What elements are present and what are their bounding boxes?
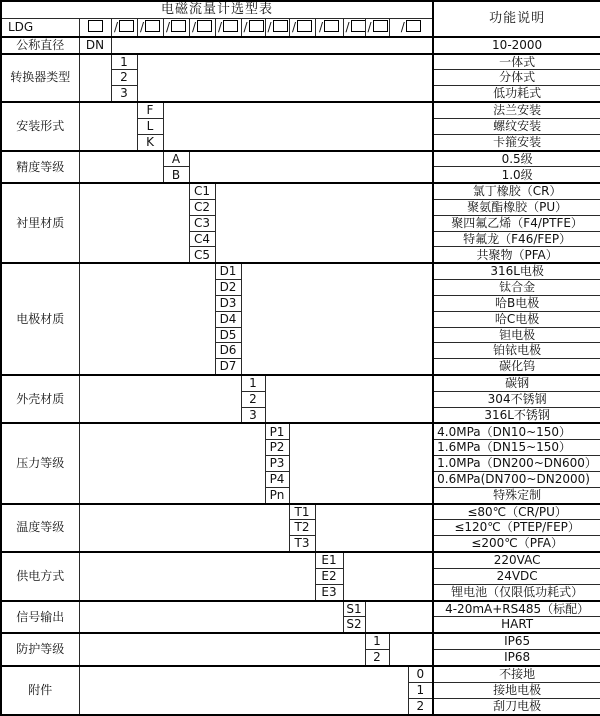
code-cell: K <box>137 134 163 150</box>
category-label: 信号输出 <box>1 601 79 634</box>
code-cell: D2 <box>215 280 241 296</box>
code-box-cell: / <box>241 19 265 37</box>
code-box-icon <box>223 20 238 32</box>
code-box-icon <box>324 20 339 32</box>
code-cell: 2 <box>408 698 433 715</box>
empty-cell <box>79 183 189 263</box>
desc-cell: 不接地 <box>433 666 600 682</box>
empty-cell <box>79 504 289 553</box>
code-cell: D3 <box>215 295 241 311</box>
code-box-cell: / <box>315 19 343 37</box>
desc-cell: 0.5级 <box>433 151 600 167</box>
desc-cell: 316L不锈钢 <box>433 407 600 423</box>
desc-cell: 螺纹安装 <box>433 118 600 134</box>
code-cell: A <box>163 151 189 167</box>
desc-cell: 1.6MPa（DN15~150） <box>433 440 600 456</box>
desc-cell: 4-20mA+RS485（标配） <box>433 601 600 617</box>
desc-cell: 特氟龙（F46/FEP） <box>433 231 600 247</box>
desc-cell: 220VAC <box>433 552 600 568</box>
code-cell: 1 <box>241 375 265 391</box>
code-box-cell: / <box>365 19 389 37</box>
code-box-cell: / <box>189 19 215 37</box>
desc-cell: 0.6MPa(DN700~DN2000) <box>433 471 600 487</box>
empty-cell <box>79 151 163 184</box>
category-label: 附件 <box>1 666 79 715</box>
code-cell: Pn <box>265 487 289 503</box>
code-box-cell: / <box>163 19 189 37</box>
code-box-cell: / <box>111 19 137 37</box>
code-box-cell <box>79 19 111 37</box>
code-cell: D1 <box>215 263 241 279</box>
desc-cell: ≤80℃（CR/PU） <box>433 504 600 520</box>
desc-cell: 卡箍安装 <box>433 134 600 150</box>
code-cell: D5 <box>215 327 241 343</box>
empty-cell <box>137 54 433 103</box>
category-label: 精度等级 <box>1 151 79 184</box>
code-cell: 2 <box>241 391 265 407</box>
code-cell: D7 <box>215 359 241 375</box>
desc-cell: 碳化钨 <box>433 359 600 375</box>
empty-cell <box>111 37 433 54</box>
code-box-icon <box>373 20 388 32</box>
empty-cell <box>79 633 365 666</box>
category-label: 压力等级 <box>1 423 79 503</box>
code-cell: E3 <box>315 584 343 600</box>
empty-cell <box>215 183 433 263</box>
code-cell: S2 <box>343 617 365 633</box>
category-label: 公称直径 <box>1 37 79 54</box>
code-cell: P3 <box>265 456 289 472</box>
desc-cell: 304不锈钢 <box>433 391 600 407</box>
category-label: 安装形式 <box>1 102 79 151</box>
code-cell: T3 <box>289 536 315 552</box>
empty-cell <box>365 601 433 634</box>
desc-cell: HART <box>433 617 600 633</box>
code-box-icon <box>351 20 365 32</box>
table-title: 电磁流量计选型表 <box>1 1 433 19</box>
code-box-icon <box>145 20 160 32</box>
empty-cell <box>79 375 241 424</box>
desc-cell: 24VDC <box>433 568 600 584</box>
code-cell: T2 <box>289 520 315 536</box>
empty-cell <box>79 263 215 375</box>
code-box-cell: / <box>215 19 241 37</box>
empty-cell <box>265 375 433 424</box>
category-label: 供电方式 <box>1 552 79 601</box>
empty-cell <box>79 423 265 503</box>
empty-cell <box>79 666 408 715</box>
code-cell: S1 <box>343 601 365 617</box>
code-cell: P4 <box>265 471 289 487</box>
code-cell: C5 <box>189 247 215 263</box>
code-box-icon <box>88 20 103 32</box>
code-box-icon <box>249 20 264 32</box>
desc-cell: 10-2000 <box>433 37 600 54</box>
code-cell: 2 <box>111 70 137 86</box>
code-box-icon <box>119 20 134 32</box>
code-cell: C1 <box>189 183 215 199</box>
code-cell: F <box>137 102 163 118</box>
code-cell: T1 <box>289 504 315 520</box>
code-cell: 1 <box>408 682 433 698</box>
code-cell: 1 <box>365 633 389 649</box>
empty-cell <box>343 552 433 601</box>
empty-cell <box>79 601 343 634</box>
desc-cell: 特殊定制 <box>433 487 600 503</box>
code-cell: 0 <box>408 666 433 682</box>
code-cell: C2 <box>189 200 215 216</box>
empty-cell <box>79 552 315 601</box>
code-box-cell: / <box>289 19 315 37</box>
code-cell: 3 <box>241 407 265 423</box>
code-cell: 2 <box>365 650 389 666</box>
category-label: 温度等级 <box>1 504 79 553</box>
code-box-icon <box>273 20 288 32</box>
empty-cell <box>163 102 433 151</box>
empty-cell <box>241 263 433 375</box>
code-box-icon <box>171 20 186 32</box>
category-label: 转换器类型 <box>1 54 79 103</box>
desc-cell: ≤120℃（PTEP/FEP） <box>433 520 600 536</box>
desc-cell: 锂电池（仅限低功耗式） <box>433 584 600 600</box>
code-cell: E2 <box>315 568 343 584</box>
code-cell: P1 <box>265 423 289 439</box>
code-cell: C3 <box>189 215 215 231</box>
model-prefix: LDG <box>1 19 79 37</box>
category-label: 外壳材质 <box>1 375 79 424</box>
code-cell: B <box>163 167 189 183</box>
category-label: 电极材质 <box>1 263 79 375</box>
code-box-cell: / <box>137 19 163 37</box>
desc-cell: 哈C电极 <box>433 311 600 327</box>
desc-cell: 低功耗式 <box>433 86 600 102</box>
desc-cell: 氯丁橡胶（CR） <box>433 183 600 199</box>
desc-cell: 分体式 <box>433 70 600 86</box>
desc-cell: 1.0级 <box>433 167 600 183</box>
code-cell: L <box>137 118 163 134</box>
desc-cell: 共聚物（PFA） <box>433 247 600 263</box>
desc-cell: 接地电极 <box>433 682 600 698</box>
category-label: 衬里材质 <box>1 183 79 263</box>
empty-cell <box>289 423 433 503</box>
desc-cell: 4.0MPa（DN10~150） <box>433 423 600 439</box>
code-box-icon <box>406 20 421 32</box>
desc-cell: 聚氨酯橡胶（PU） <box>433 200 600 216</box>
desc-cell: 聚四氟乙烯（F4/PTFE） <box>433 215 600 231</box>
empty-cell <box>189 151 433 184</box>
desc-cell: 一体式 <box>433 54 600 70</box>
desc-cell: 碳钢 <box>433 375 600 391</box>
desc-cell: 铂铱电极 <box>433 343 600 359</box>
empty-cell <box>315 504 433 553</box>
code-cell: 3 <box>111 86 137 102</box>
code-cell: 1 <box>111 54 137 70</box>
code-cell: P2 <box>265 440 289 456</box>
code-box-cell: / <box>389 19 433 37</box>
desc-cell: 钛合金 <box>433 280 600 296</box>
code-cell: D4 <box>215 311 241 327</box>
code-box-icon <box>197 20 212 32</box>
desc-cell: 哈B电极 <box>433 295 600 311</box>
desc-cell: 法兰安装 <box>433 102 600 118</box>
code-cell: E1 <box>315 552 343 568</box>
code-cell: C4 <box>189 231 215 247</box>
code-box-icon <box>297 20 312 32</box>
desc-cell: IP68 <box>433 650 600 666</box>
code-cell: D6 <box>215 343 241 359</box>
empty-cell <box>389 633 433 666</box>
empty-cell <box>79 54 111 103</box>
desc-cell: ≤200℃（PFA） <box>433 536 600 552</box>
desc-cell: 316L电极 <box>433 263 600 279</box>
desc-cell: 钽电极 <box>433 327 600 343</box>
desc-cell: IP65 <box>433 633 600 649</box>
desc-cell: 1.0MPa（DN200~DN600） <box>433 456 600 472</box>
code-box-cell: / <box>265 19 289 37</box>
function-column-header: 功能说明 <box>433 1 600 37</box>
empty-cell <box>79 102 137 151</box>
desc-cell: 刮刀电极 <box>433 698 600 715</box>
code-cell: DN <box>79 37 111 54</box>
category-label: 防护等级 <box>1 633 79 666</box>
code-box-cell: / <box>343 19 365 37</box>
